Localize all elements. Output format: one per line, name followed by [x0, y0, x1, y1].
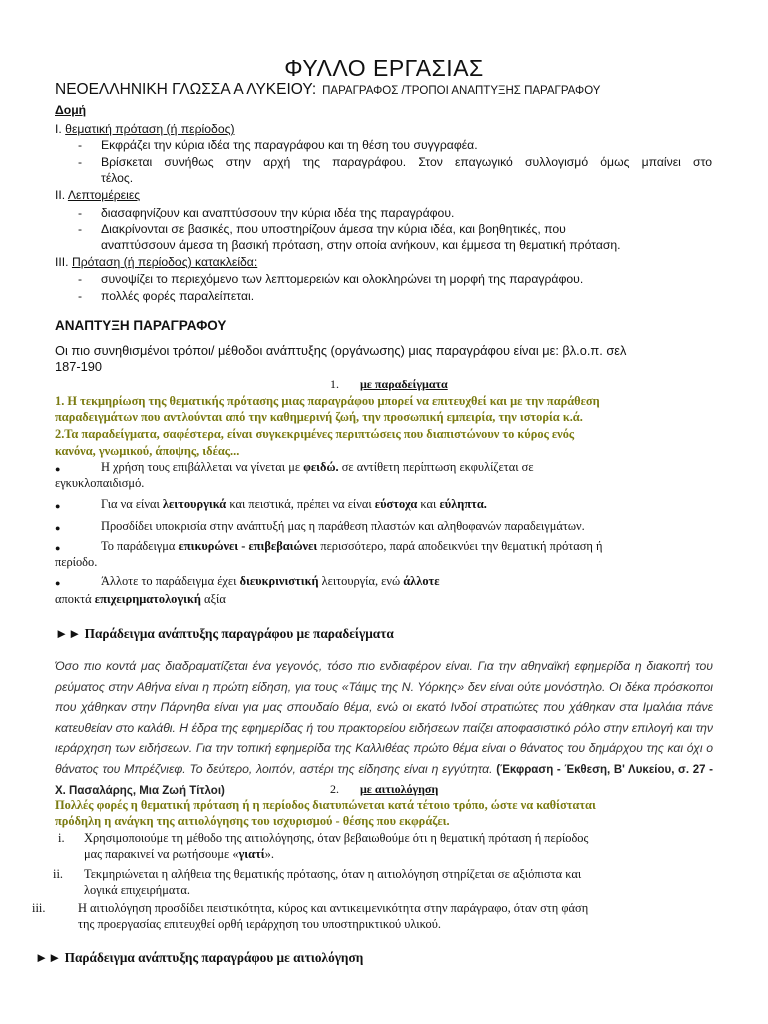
structure-item-3-detail-1: συνοψίζει το περιεχόμενο των λεπτομερειών και ολοκληρώνει τη μορφή της παραγράφου. [101, 272, 584, 286]
text-emphasis: εύληπτα. [439, 497, 487, 511]
item-number: ΙΙΙ. [55, 255, 69, 269]
text-emphasis: γιατί [238, 847, 265, 861]
development-heading: ΑΝΑΠΤΥΞΗ ΠΑΡΑΓΡΑΦΟΥ [55, 318, 227, 333]
method-label: με παραδείγματα [360, 377, 448, 391]
method-2-title [330, 781, 438, 797]
text-part: Για να είναι [101, 497, 160, 511]
method-2-item-ii-b: λογικά επιχειρήματα. [84, 883, 190, 897]
structure-item-2-detail-2a: Διακρίνονται σε βασικές, που υποστηρίζουν άμεσα την κύρια ιδέα, και βοηθητικές, που [101, 222, 566, 236]
method-2-item-iii-a: Η αιτιολόγηση προσδίδει πειστικότητα, κύρος και αντικειμενικότητα στην παράγραφο, όταν στη φάση [78, 901, 589, 915]
structure-item-3 [55, 254, 257, 270]
structure-item-1-detail-2b: τέλος. [101, 171, 134, 185]
dot-bullet-icon: ● [55, 523, 61, 533]
text-part: περισσότερο, παρά αποδεικνύει την θεματική πρόταση ή [320, 539, 603, 553]
method-1-bullet-3: Προσδίδει υποκρισία στην ανάπτυξή μας η παράθεση πλαστών και αληθοφανών παραδειγμάτων. [101, 519, 585, 533]
example-paragraph: Όσο πιο κοντά μας διαδραματίζεται ένα γεγονός, τόσο πιο ενδιαφέρον είναι. Για την αθηναϊκή εφημερίδα η διακοπή του ρεύματος στην Αθήνα είναι η πρώτη είδηση, για τους «Τάιμς της Ν. Υόρκης» δεν είναι ούτε μονόστηλο. Οι δέκα πρόσκοποι που χάθηκαν στην Πάρνηθα είναι για μας σπουδαίο θέμα, ενώ οι εκατό Ινδοί στρατιώτες που χάθηκαν στα Ιμαλάια πάνε κατευθείαν στο καλάθι. Η έδρα της εφημερίδας ή του πρακτορείου ειδήσεων παίζει αποφασιστικό ρόλο στην επιλογή και την ιεράρχηση των ειδήσεων. Για την τοπική εφημερίδα της Καλλιθέας πρώτο θέμα είναι ο θάνατος του δημάρχου της και όχι ο θάνατος του Μπρέζνιεφ. Το δεύτερο, λοιπόν, αστέρι της είδησης είναι η εγγύτητα. [55, 659, 713, 776]
dash-bullet-icon: - [78, 138, 83, 152]
text-part: Το παράδειγμα [101, 539, 176, 553]
structure-heading: Δομή [55, 103, 87, 117]
structure-item-3-detail-2: πολλές φορές παραλείπεται. [101, 289, 255, 303]
method-1-bullet-4a [101, 538, 602, 554]
method-1-bullet-5a [101, 573, 440, 589]
page-subtitle [55, 80, 600, 101]
dash-bullet-icon: - [78, 289, 83, 303]
subtitle-secondary: ΠΑΡΑΓΡΑΦΟΣ /ΤΡΟΠΟΙ ΑΝΑΠΤΥΞΗΣ ΠΑΡΑΓΡΑΦΟΥ [322, 85, 601, 97]
method-1-point-2a: 2.Τα παραδείγματα, σαφέστερα, είναι συγκεκριμένες περιπτώσεις που διαπιστώνουν το κύρος ενός [55, 427, 575, 441]
structure-item-2 [55, 187, 140, 203]
subtitle-main: ΝΕΟΕΛΛΗΝΙΚΗ ΓΛΩΣΣΑ Α ΛΥΚΕΙΟΥ: [55, 81, 317, 98]
text-part: Η χρήση τους επιβάλλεται να γίνεται με [101, 460, 301, 474]
text-part: και πειστικά, πρέπει να είναι [229, 497, 372, 511]
method-2-point-a: Πολλές φορές η θεματική πρόταση ή η περίοδος διατυπώνεται κατά τέτοιο τρόπο, ώστε να καθίσταται [55, 798, 596, 812]
dot-bullet-icon: ● [55, 578, 61, 588]
structure-item-1-detail-1: Εκφράζει την κύρια ιδέα της παραγράφου και τη θέση του συγγραφέα. [101, 138, 478, 152]
text-emphasis: διευκρινιστική [239, 574, 319, 588]
text-part: ». [264, 847, 274, 861]
text-emphasis: εύστοχα [374, 497, 418, 511]
dash-bullet-icon: - [78, 206, 83, 220]
method-1-bullet-2 [101, 496, 487, 512]
method-2-item-i-a: Χρησιμοποιούμε τη μέθοδο της αιτιολόγησης, όταν βεβαιωθούμε ότι η θεματική πρόταση ή περίοδος [84, 831, 589, 845]
text-emphasis: επιχειρηματολογική [94, 592, 201, 606]
method-2-item-i-number: i. [58, 831, 65, 845]
dash-bullet-icon: - [78, 155, 83, 169]
dash-bullet-icon: - [78, 222, 83, 236]
dash-bullet-icon: - [78, 272, 83, 286]
method-2-item-ii-a: Τεκμηριώνεται η αλήθεια της θεματικής πρότασης, όταν η αιτιολόγηση στηρίζεται σε αξιόπιστα και [84, 867, 582, 881]
method-1-bullet-4b: περίοδο. [55, 555, 98, 569]
text-part: και [420, 497, 437, 511]
item-label: Πρόταση (ή περίοδος) κατακλείδα: [71, 255, 258, 269]
method-1-bullet-5b [55, 591, 226, 607]
text-part: αξία [204, 592, 226, 606]
item-number: Ι. [55, 122, 62, 136]
method-1-bullet-1a [101, 459, 534, 475]
text-emphasis: λειτουργικά [162, 497, 227, 511]
example-1-heading: ►► Παράδειγμα ανάπτυξης παραγράφου με παραδείγματα [55, 626, 394, 641]
example-1-text [55, 656, 713, 802]
text-emphasis: φειδώ. [303, 460, 339, 474]
text-part: σε αντίθετη περίπτωση εκφυλίζεται σε [341, 460, 534, 474]
method-2-item-ii-number: ii. [53, 867, 63, 881]
method-label: με αιτιολόγηση [360, 782, 439, 796]
method-1-point-1b: παραδειγμάτων που αντλούνται από την καθημερινή ζωή, την προσωπική εμπειρία, την ιστορία κ.ά. [55, 410, 583, 424]
structure-item-1 [55, 121, 235, 137]
example-citation: (Έκφραση - Έκθεση, Β' Λυκείου, σ. 27 - Χ. Πασαλάρης, Μια Ζωή Τίτλοι) [55, 763, 713, 797]
dot-bullet-icon: ● [55, 501, 61, 511]
dot-bullet-icon: ● [55, 543, 61, 553]
item-number: ΙΙ. [55, 188, 66, 202]
method-1-bullet-1b: εγκυκλοπαιδισμό. [55, 476, 145, 490]
structure-item-2-detail-1: διασαφηνίζουν και αναπτύσσουν την κύρια ιδέα της παραγράφου. [101, 206, 455, 220]
text-part: αποκτά [55, 592, 92, 606]
method-2-point-b: πρόδηλη η ανάγκη της αιτιολόγησης του ισχυρισμού - θέσης που εκφράζει. [55, 814, 450, 828]
text-emphasis: άλλοτε [403, 574, 440, 588]
method-number: 2. [330, 782, 339, 796]
development-intro-a: Οι πιο συνηθισμένοι τρόποι/ μέθοδοι ανάπτυξης (οργάνωσης) μιας παραγράφου είναι με: βλ.ο.π. σελ [55, 343, 627, 358]
method-1-point-2b: κανόνα, γνωμικού, άποψης, ιδέας... [55, 444, 240, 458]
example-2-heading: ►► Παράδειγμα ανάπτυξης παραγράφου με αιτιολόγηση [35, 950, 364, 965]
dot-bullet-icon: ● [55, 464, 61, 474]
text-part: λειτουργία, ενώ [321, 574, 401, 588]
page-title: ΦΥΛΛΟ ΕΡΓΑΣΙΑΣ [284, 55, 484, 81]
text-part: Άλλοτε το παράδειγμα έχει [101, 574, 237, 588]
method-1-title [330, 376, 448, 392]
method-2-item-iii-b: της προεργασίας επιτευχθεί ορθή ιεράρχηση του υποστηρικτικού υλικού. [78, 917, 441, 931]
structure-item-1-detail-2a: Βρίσκεται συνήθως στην αρχή της παραγράφου. Στον επαγωγικό συλλογισμό όμως μπαίνει στο [101, 155, 712, 169]
development-intro-b: 187-190 [55, 359, 102, 374]
structure-item-2-detail-2b: αναπτύσσουν άμεσα τη βασική πρόταση, στην οποία ανήκουν, και έμμεσα τη θεματική πρόταση. [101, 238, 621, 252]
method-number: 1. [330, 377, 339, 391]
text-part: μας παρακινεί να ρωτήσουμε « [84, 847, 239, 861]
item-label: θεματική πρόταση (ή περίοδος) [65, 122, 235, 136]
method-1-point-1a: 1. Η τεκμηρίωση της θεματικής πρότασης μιας παραγράφου μπορεί να επιτευχθεί και με την παράθεση [55, 394, 600, 408]
text-emphasis: επικυρώνει - επιβεβαιώνει [178, 539, 318, 553]
method-2-item-iii-number: iii. [32, 901, 46, 915]
item-label: Λεπτομέρειες [67, 188, 141, 202]
method-2-item-i-b [84, 846, 274, 862]
